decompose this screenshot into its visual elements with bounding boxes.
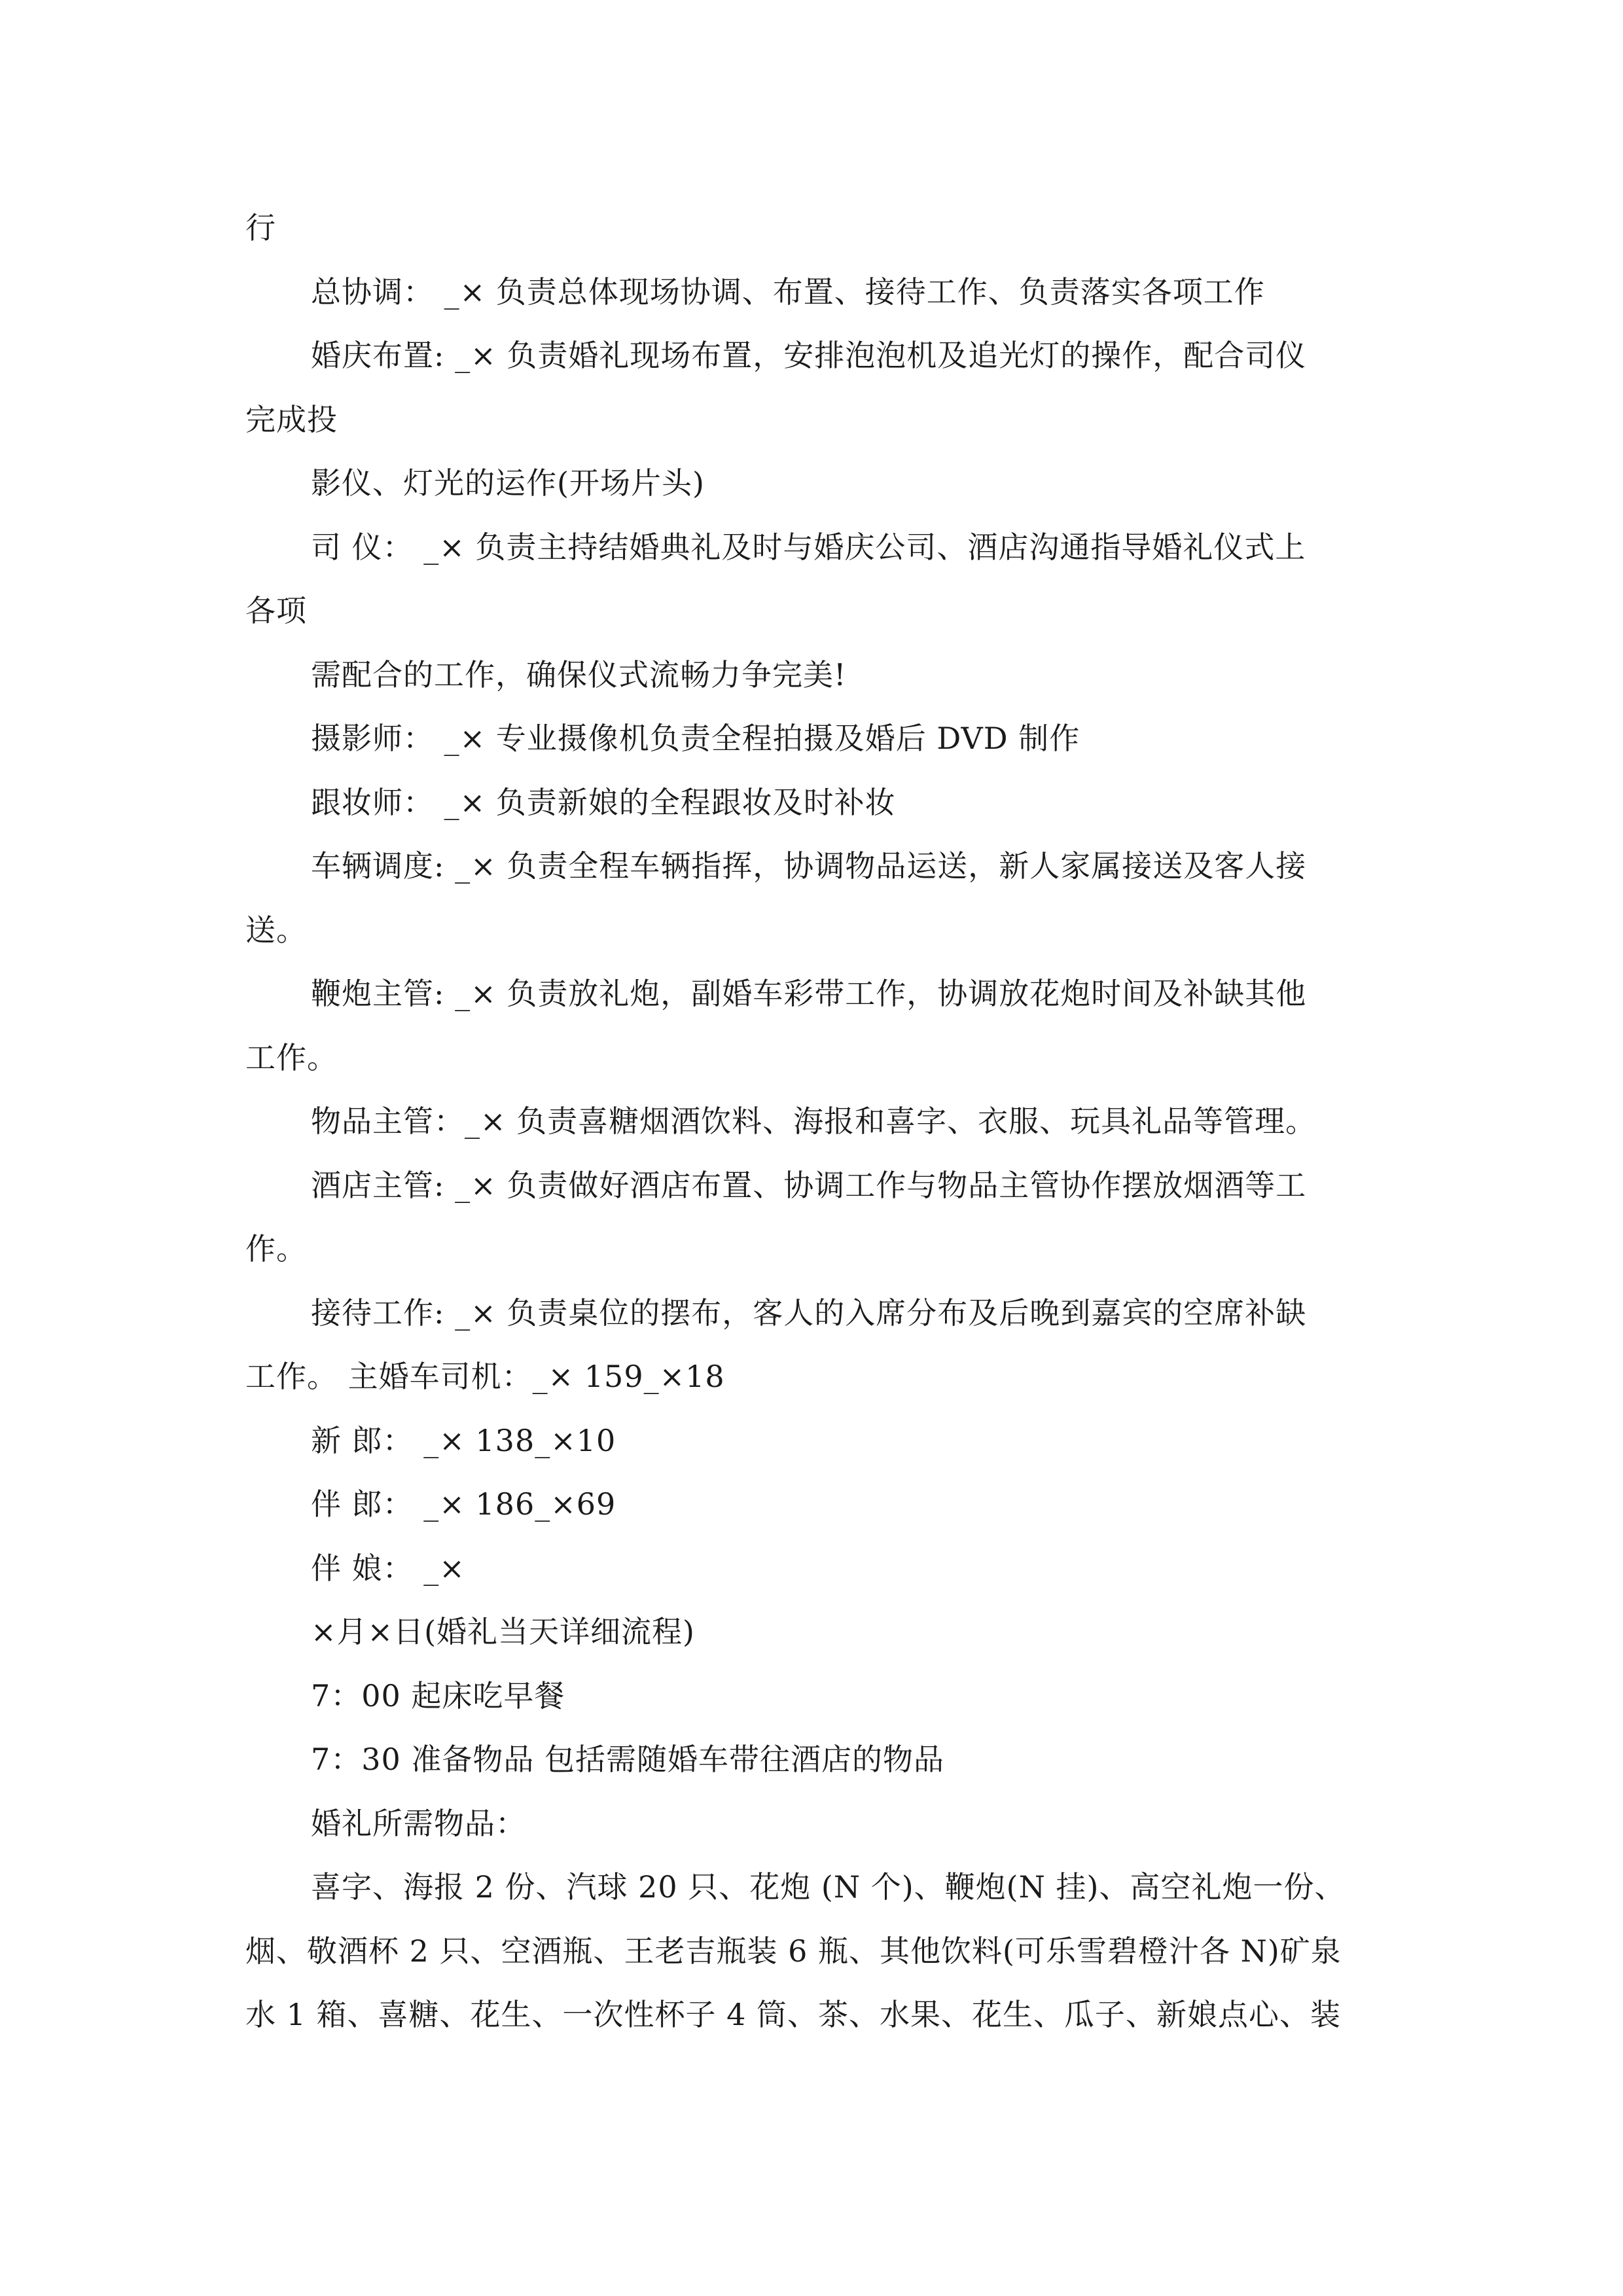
text-line: 喜字、海报 2 份、汽球 20 只、花炮 (N 个)、鞭炮(N 挂)、高空礼炮一份、 (311, 1869, 1346, 1905)
text-line: 婚礼所需物品： (311, 1805, 526, 1841)
text-line: 跟妆师： _× 负责新娘的全程跟妆及时补妆 (311, 784, 896, 820)
text-line: 鞭炮主管: _× 负责放礼炮，副婚车彩带工作，协调放花炮时间及补缺其他 (311, 976, 1307, 1011)
document-body (245, 196, 1397, 2047)
text-line: 作。 (245, 1231, 307, 1266)
text-line: 车辆调度: _× 负责全程车辆指挥，协调物品运送，新人家属接送及客人接 (311, 848, 1307, 884)
text-line: 接待工作: _× 负责桌位的摆布，客人的入席分布及后晚到嘉宾的空席补缺 (311, 1295, 1307, 1331)
text-line: 伴 郎： _× 186_×69 (311, 1486, 616, 1522)
text-line: 伴 娘： _× (311, 1550, 465, 1586)
text-line: 各项 (245, 593, 307, 628)
text-line: 摄影师： _× 专业摄像机负责全程拍摄及婚后 DVD 制作 (311, 721, 1080, 756)
text-line: 完成投 (245, 401, 338, 437)
text-line: 影仪、灯光的运作(开场片头) (311, 465, 705, 501)
text-line: 司 仪： _× 负责主持结婚典礼及时与婚庆公司、酒店沟通指导婚礼仪式上 (311, 529, 1306, 565)
text-line: 工作。 主婚车司机：_× 159_×18 (245, 1359, 725, 1394)
text-line: 7：00 起床吃早餐 (311, 1677, 565, 1713)
text-line: 烟、敬酒杯 2 只、空酒瓶、王老吉瓶装 6 瓶、其他饮料(可乐雪碧橙汁各 N)矿泉 (245, 1933, 1342, 1969)
text-line: 水 1 箱、喜糖、花生、一次性杯子 4 筒、茶、水果、花生、瓜子、新娘点心、装 (245, 1997, 1342, 2032)
text-line: ×月×日(婚礼当天详细流程) (311, 1614, 695, 1649)
text-line: 7：30 准备物品 包括需随婚车带往酒店的物品 (311, 1742, 945, 1777)
text-line: 总协调： _× 负责总体现场协调、布置、接待工作、负责落实各项工作 (311, 274, 1265, 310)
text-line: 行 (245, 210, 276, 245)
text-line: 婚庆布置: _× 负责婚礼现场布置，安排泡泡机及追光灯的操作，配合司仪 (311, 338, 1307, 373)
text-line: 物品主管：_× 负责喜糖烟酒饮料、海报和喜字、衣服、玩具礼品等管理。 (311, 1103, 1317, 1139)
text-line: 需配合的工作，确保仪式流畅力争完美! (311, 656, 847, 692)
text-line: 工作。 (245, 1039, 338, 1075)
text-line: 送。 (245, 912, 307, 948)
text-line: 新 郎： _× 138_×10 (311, 1422, 616, 1458)
text-line: 酒店主管: _× 负责做好酒店布置、协调工作与物品主管协作摆放烟酒等工 (311, 1167, 1307, 1203)
